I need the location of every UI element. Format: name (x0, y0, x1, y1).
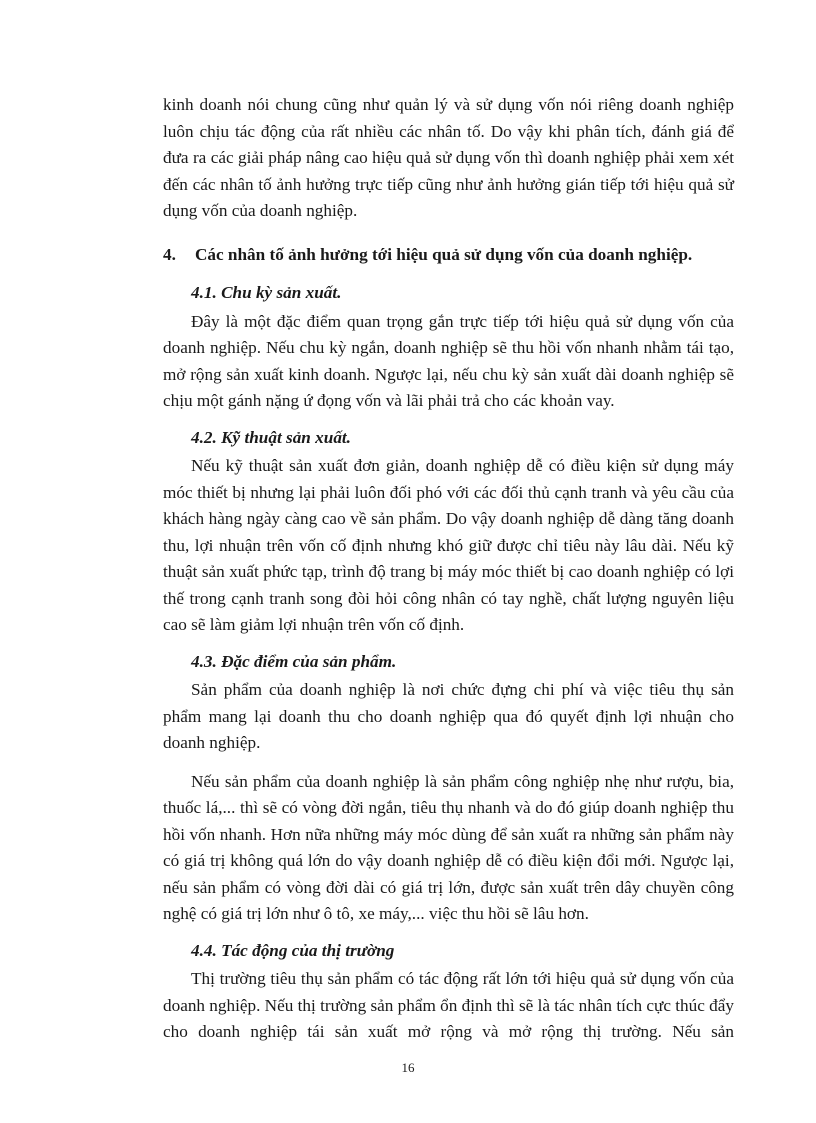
document-page (163, 92, 734, 1046)
paragraph-4-3-a: Sản phẩm của doanh nghiệp là nơi chức đựng chi phí và việc tiêu thụ sản phẩm mang lại doanh thu cho doanh nghiệp qua đó quyết định lợi nhuận cho doanh nghiệp. (163, 680, 734, 752)
page-number: 16 (401, 1060, 415, 1075)
paragraph-4-4: Thị trường tiêu thụ sản phẩm có tác động rất lớn tới hiệu quả sử dụng vốn của doanh nghiệp. Nếu thị trường sản phẩm ổn định thì sẽ là tác nhân tích cực thúc đẩy cho doanh nghiệp tái sản xuất mở rộng và mở rộng thị trường. Nếu sản (163, 969, 734, 1041)
subsection-heading-4-2: 4.2. Kỹ thuật sản xuất. (191, 427, 351, 447)
paragraph-4-3-b: Nếu sản phẩm của doanh nghiệp là sản phẩm công nghiệp nhẹ như rượu, bia, thuốc lá,... thì sẽ có vòng đời ngắn, tiêu thụ nhanh và do đó giúp doanh nghiệp thu hồi vốn nhanh. Hơn nữa những máy móc dùng để sản xuất ra những sản phẩm này có giá trị không quá lớn do vậy doanh nghiệp dễ có điều kiện đổi mới. Ngược lại, nếu sản phẩm có vòng đời dài có giá trị lớn, được sản xuất trên dây chuyền công nghệ có giá trị lớn như ô tô, xe máy,... việc thu hồi sẽ lâu hơn. (163, 771, 734, 923)
section-title: Các nhân tố ảnh hưởng tới hiệu quả sử dụng vốn của doanh nghiệp. (195, 244, 693, 264)
section-heading (163, 242, 734, 269)
subsection-heading-4-1: 4.1. Chu kỳ sản xuất. (191, 283, 342, 302)
intro-paragraph: kinh doanh nói chung cũng như quản lý và sử dụng vốn nói riêng doanh nghiệp luôn chịu tác động của rất nhiều các nhân tố. Do vậy khi phân tích, đánh giá để đưa ra các giải pháp nâng cao hiệu quả sử dụng vốn thì doanh nghiệp phải xem xét đến các nhân tố ảnh hưởng trực tiếp cũng như ảnh hưởng gián tiếp tới hiệu quả sử dụng vốn của doanh nghiệp. (163, 95, 734, 220)
paragraph-4-1: Đây là một đặc điểm quan trọng gắn trực tiếp tới hiệu quả sử dụng vốn của doanh nghiệp. Nếu chu kỳ ngắn, doanh nghiệp sẽ thu hồi vốn nhanh nhằm tái tạo, mở rộng sản xuất kinh doanh. Ngược lại, nếu chu kỳ sản xuất dài doanh nghiệp sẽ chịu một gánh nặng ứ đọng vốn và lãi phải trả cho các khoản vay. (163, 311, 734, 410)
paragraph-4-2: Nếu kỹ thuật sản xuất đơn giản, doanh nghiệp dễ có điều kiện sử dụng máy móc thiết bị nhưng lại phải luôn đối phó với các đối thủ cạnh tranh và yêu cầu của khách hàng ngày càng cao về sản phẩm. Do vậy doanh nghiệp dễ dàng tăng doanh thu, lợi nhuận trên vốn cố định nhưng khó giữ được chỉ tiêu này lâu dài. Nếu kỹ thuật sản xuất phức tạp, trình độ trang bị máy móc thiết bị cao doanh nghiệp có lợi thế trong cạnh tranh song đòi hỏi công nhân có tay nghề, chất lượng nguyên liệu cao sẽ làm giảm lợi nhuận trên vốn cố định. (163, 456, 734, 634)
subsection-heading-4-4: 4.4. Tác động của thị trường (191, 940, 395, 960)
subsection-heading-4-3: 4.3. Đặc điểm của sản phẩm. (191, 651, 397, 671)
section-number: 4. (163, 244, 176, 264)
